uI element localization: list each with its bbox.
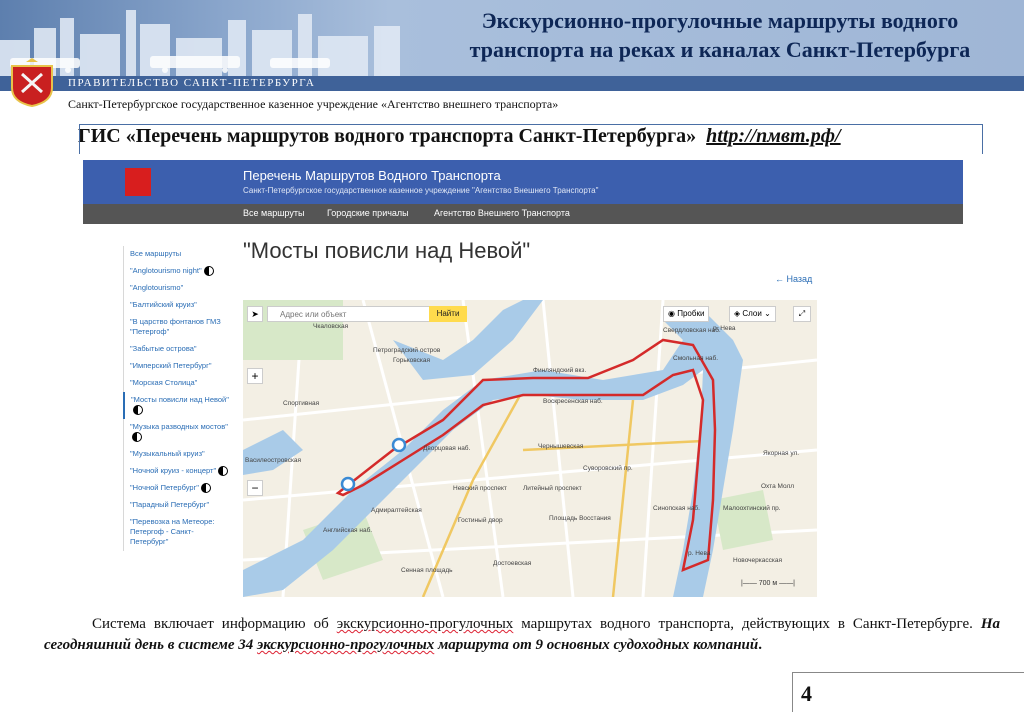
- site-header: [83, 160, 963, 204]
- sidebar-item[interactable]: "Морская Столица": [130, 378, 198, 388]
- map-label: Горьковская: [393, 357, 430, 364]
- gis-link[interactable]: http://пмвт.рф/: [706, 125, 841, 147]
- map-label: Адмиралтейская: [371, 507, 422, 514]
- nav-agency[interactable]: Агентство Внешнего Транспорта: [434, 208, 570, 218]
- map-label: Смольная наб.: [673, 355, 719, 362]
- traffic-button[interactable]: ◉ Пробки: [663, 306, 709, 322]
- locate-icon[interactable]: ➤: [247, 306, 263, 322]
- nav-all-routes[interactable]: Все маршруты: [243, 208, 305, 218]
- description-paragraph: Система включает информацию об экскурсионно-прогулочных маршрутах водного транспорта, действующих в Санкт-Петербурге. На сегодняшний день в системе 34 экскурсионно-прогулочных маршрута от 9 основных судоходных компаний.: [44, 616, 1001, 653]
- map-label: Воскресенская наб.: [543, 398, 603, 405]
- map-label: Чернышевская: [538, 443, 584, 450]
- site-subtitle: Санкт-Петербургское государственное казенное учреждение "Агентство Внешнего Транспорта": [243, 186, 599, 195]
- map-label: Гостиный двор: [458, 517, 503, 524]
- sidebar-item-all[interactable]: Все маршруты: [130, 249, 182, 258]
- zoom-in-button[interactable]: +: [247, 368, 263, 384]
- slide-title: [420, 6, 1020, 72]
- map-scale: |—— 700 м ——|: [741, 580, 795, 587]
- map-label: Сенная площадь: [401, 567, 453, 574]
- map-label: Петроградский остров: [373, 347, 441, 354]
- fullscreen-icon[interactable]: ⤢: [793, 306, 811, 322]
- map-label: Суворовский пр.: [583, 465, 633, 472]
- map-label: Синопская наб.: [653, 505, 700, 512]
- routes-sidebar: [123, 246, 229, 551]
- map-label: Якорная ул.: [763, 450, 800, 457]
- layers-button[interactable]: ◈ Слои ⌄: [729, 306, 776, 322]
- night-icon: [201, 483, 211, 493]
- sidebar-item[interactable]: "Забытые острова": [130, 344, 197, 354]
- map-label: Чкаловская: [313, 323, 349, 330]
- gis-title: ГИС «Перечень маршрутов водного транспорта Санкт-Петербурга»: [78, 125, 697, 147]
- map-label: Дворцовая наб.: [423, 445, 471, 452]
- sidebar-item[interactable]: "Музыкальный круиз": [130, 449, 205, 459]
- map-canvas: [243, 300, 817, 597]
- chevron-down-icon: ⌄: [764, 309, 771, 318]
- map-label: р. Нева: [688, 550, 711, 557]
- sidebar-item-active[interactable]: "Мосты повисли над Невой": [123, 392, 229, 419]
- sidebar-item[interactable]: "Парадный Петербург": [130, 500, 210, 510]
- map-label: Достоевская: [493, 560, 532, 567]
- sidebar-item[interactable]: "Имперский Петербург": [130, 361, 212, 371]
- sidebar-item[interactable]: "Anglotourismo night": [124, 263, 229, 280]
- city-skyline-illustration: [0, 0, 430, 76]
- night-icon: [133, 405, 143, 415]
- government-label: ПРАВИТЕЛЬСТВО САНКТ-ПЕТЕРБУРГА: [68, 77, 316, 89]
- slide-number: 4: [801, 681, 812, 706]
- map-label: Свердловская наб.: [663, 327, 721, 334]
- night-icon: [132, 432, 142, 442]
- zoom-out-button[interactable]: −: [247, 480, 263, 496]
- slide-number-box: [792, 672, 1024, 712]
- nav-city-piers[interactable]: Городские причалы: [327, 208, 409, 218]
- map-label: Литейный проспект: [523, 485, 582, 492]
- sidebar-item[interactable]: "Музыка разводных мостов": [124, 419, 229, 446]
- title-line-2: транспорта на реках и каналах Санкт-Петербурга: [469, 37, 971, 62]
- title-line-1: Экскурсионно-прогулочные маршруты водного: [481, 8, 959, 33]
- st-petersburg-emblem-icon: [6, 58, 58, 108]
- site-title: Перечень Маршрутов Водного Транспорта: [243, 168, 501, 183]
- map-label: Финляндский вкз.: [533, 367, 587, 374]
- night-icon: [204, 266, 214, 276]
- map-label: Новочеркасская: [733, 557, 783, 564]
- map-label: Охта Молл: [761, 483, 795, 490]
- website-screenshot: [83, 160, 963, 600]
- route-map[interactable]: [243, 300, 817, 597]
- site-logo-icon[interactable]: [125, 168, 151, 196]
- route-heading: "Мосты повисли над Невой": [243, 238, 531, 263]
- sidebar-item[interactable]: "Anglotourismo": [130, 283, 184, 293]
- sidebar-item[interactable]: "Ночной круиз - концерт": [124, 463, 229, 480]
- map-label: Василеостровская: [245, 457, 302, 464]
- site-nav: [83, 204, 963, 224]
- sidebar-item[interactable]: "Ночной Петербург": [124, 480, 229, 497]
- map-label: р. Нева: [713, 325, 736, 332]
- map-search-button[interactable]: Найти: [429, 306, 467, 322]
- map-label: Малоохтинский пр.: [723, 505, 781, 512]
- sidebar-item[interactable]: "Балтийский круиз": [130, 300, 197, 310]
- layers-icon: ◈: [734, 309, 741, 318]
- sidebar-item[interactable]: "В царство фонтанов ГМЗ "Петергоф": [130, 317, 221, 337]
- map-label: Площадь Восстания: [549, 515, 611, 522]
- agency-name: Санкт-Петербургское государственное казенное учреждение «Агентство внешнего транспорта»: [68, 97, 559, 111]
- gis-heading: [78, 125, 841, 148]
- map-label: Английская наб.: [323, 527, 373, 534]
- traffic-icon: ◉: [668, 309, 675, 318]
- sidebar-item[interactable]: "Перевозка на Метеоре: Петергоф - Санкт-Петербург": [130, 517, 215, 547]
- back-link[interactable]: ← Назад: [775, 274, 813, 284]
- map-label: Невский проспект: [453, 485, 507, 492]
- map-label: Спортивная: [283, 400, 320, 407]
- night-icon: [218, 466, 228, 476]
